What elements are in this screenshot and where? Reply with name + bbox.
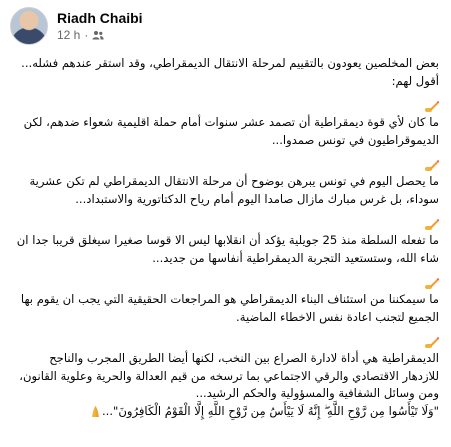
post-header bbox=[10, 6, 143, 46]
pencil-hand-icon bbox=[424, 335, 439, 349]
author-name[interactable]: Riadh Chaibi bbox=[57, 9, 143, 26]
paragraph-verse bbox=[10, 403, 439, 421]
quran-verse: "وَلَا تَيْأَسُوا مِن رَّوْحِ اللَّهِ ۖ إِنَّهُ لَا يَيْأَسُ مِن رَّوْحِ اللَّهِ إِلَّا الْقَوْمُ الْكَافِرُونَ"... bbox=[101, 403, 439, 418]
paragraph-2: ما يحصل اليوم في تونس يبرهن بوضوح أن مرحلة الانتقال الديمقراطي لم تكن عشرية سوداء، بل غرس مبارك مازال صامدا اليوم أمام رياح الدكتاتورية والاستبداد... bbox=[29, 174, 439, 206]
paragraph-4: ما سيمكننا من استئناف البناء الديمقراطي هو المراجعات الحقيقية التي يجب ان يقوم بها الجميع لتجنب اعادة نفس الاخطاء الماضية. bbox=[20, 292, 439, 324]
post-subline bbox=[57, 28, 143, 43]
pencil-hand-icon bbox=[424, 276, 439, 290]
pencil-hand-icon bbox=[424, 99, 439, 113]
pencil-hand-icon bbox=[424, 158, 439, 172]
paragraph-say: أقول لهم: bbox=[391, 73, 439, 88]
friends-icon[interactable] bbox=[92, 30, 104, 40]
post-body bbox=[10, 55, 439, 420]
author-avatar[interactable] bbox=[10, 7, 48, 45]
paragraph-5: الديمقراطية هي أداة لادارة الصراع بين النخب، لكنها أيضا الطريق المجرب والناجح للازدهار الاقتصادي والرقي الاجتماعي بما ترسخه من قيم العدالة والحرية وعلوية القانون، ومن وسائل الشفافية والمسؤولية والحكم الرشيد... bbox=[19, 351, 439, 400]
post-time[interactable]: 12 h bbox=[57, 27, 81, 42]
paragraph-3: ما تفعله السلطة منذ 25 جويلية يؤكد أن انقلابها ليس الا قوسا صغيرا سيغلق قريبا جدا ان شاء الله، وستستعيد التجربة الديمقراطية أنفاسها من جديد... bbox=[16, 233, 439, 265]
pencil-hand-icon bbox=[424, 217, 439, 231]
post-meta bbox=[57, 10, 143, 43]
paragraph-1: ما كان لأي قوة ديمقراطية أن تصمد عشر سنوات أمام حملة اقليمية شعواء ضدهم، لكن الديموقراطيون في تونس صمدوا... bbox=[23, 115, 439, 147]
separator-dot: · bbox=[84, 27, 89, 42]
paragraph-intro: بعض المخلصين يعودون بالتقييم لمرحلة الانتقال الديمقراطي، وقد استقر عندهم فشله... bbox=[21, 56, 439, 70]
folded-hands-icon bbox=[89, 405, 102, 418]
